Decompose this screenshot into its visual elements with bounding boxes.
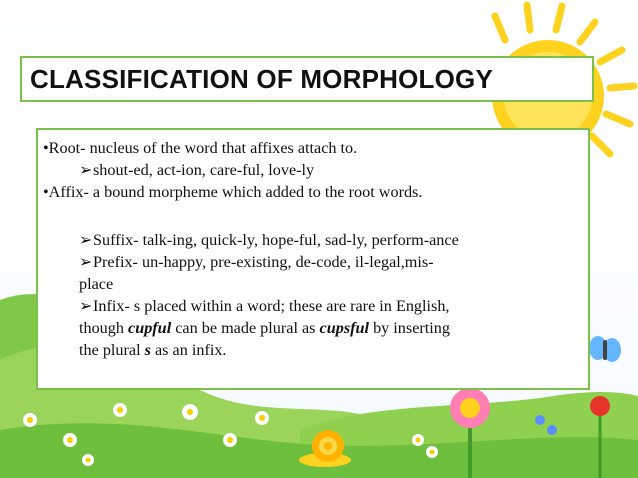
content-box bbox=[36, 128, 590, 390]
arrow-bullet-icon: ➢ bbox=[79, 161, 93, 179]
prefix-item: ➢Prefix- un-happy, pre-existing, de-code, il-legal,mis- bbox=[79, 253, 434, 271]
arrow-bullet-icon: ➢ bbox=[79, 297, 93, 315]
prefix-item-continued: place bbox=[79, 275, 114, 293]
arrow-bullet-icon: ➢ bbox=[79, 253, 93, 271]
page-title: CLASSIFICATION OF MORPHOLOGY bbox=[30, 64, 493, 94]
title-box bbox=[20, 56, 594, 102]
infix-item: ➢Infix- s placed within a word; these are rare in English, bbox=[79, 297, 450, 315]
bullet-icon: • bbox=[43, 183, 49, 201]
affix-bullet: •Affix- a bound morpheme which added to the root words. bbox=[43, 183, 423, 201]
infix-item-line3: the plural s as an infix. bbox=[79, 341, 227, 359]
bullet-icon: • bbox=[43, 139, 49, 157]
root-bullet: •Root- nucleus of the word that affixes attach to. bbox=[43, 139, 358, 157]
infix-item-line2: though cupful can be made plural as cupsful by inserting bbox=[79, 319, 450, 337]
arrow-bullet-icon: ➢ bbox=[79, 231, 93, 249]
suffix-item: ➢Suffix- talk-ing, quick-ly, hope-ful, sad-ly, perform-ance bbox=[79, 231, 459, 249]
s-letter: s bbox=[144, 341, 151, 359]
butterfly-icon bbox=[589, 336, 621, 362]
cupful-word: cupful bbox=[128, 319, 172, 337]
root-example: ➢shout-ed, act-ion, care-ful, love-ly bbox=[79, 161, 315, 179]
cupsful-word: cupsful bbox=[319, 319, 370, 337]
